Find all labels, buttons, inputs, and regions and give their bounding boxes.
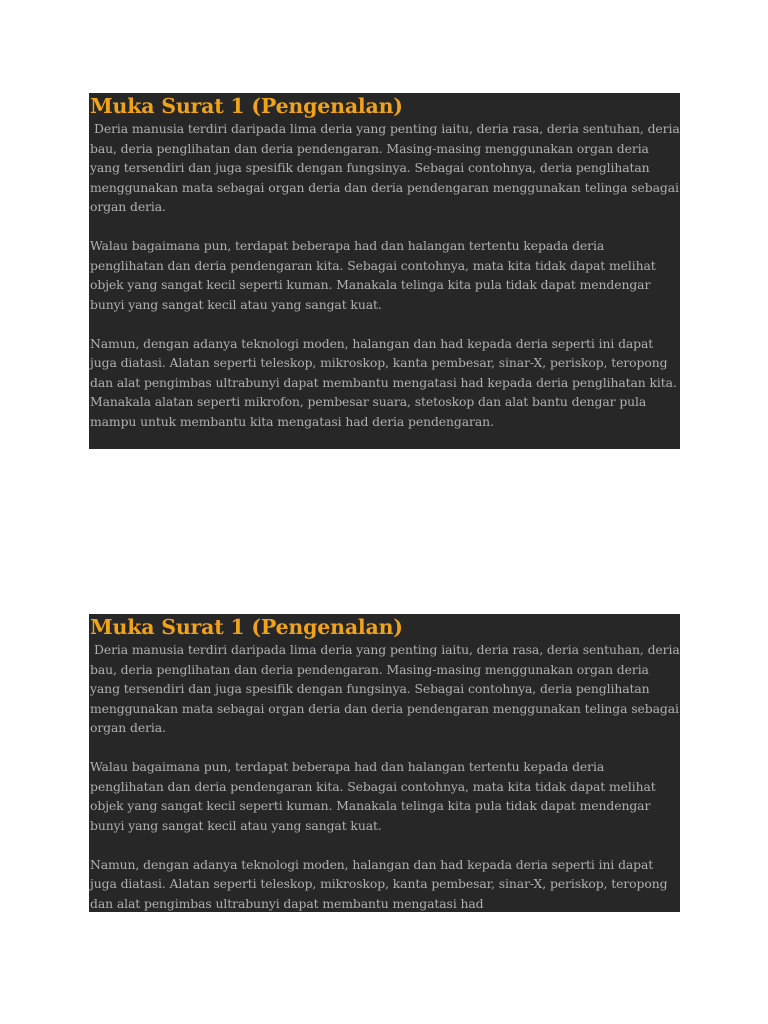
paragraph-limits: Walau bagaimana pun, terdapat beberapa had dan halangan tertentu kepada deria penglihatan dan deria pendengaran kita. Sebagai contohnya, mata kita tidak dapat melihat objek yang sangat kecil seperti kuman. Manakala telinga kita pula tidak dapat mendengar bunyi yang sangat kecil atau yang sangat kuat. (90, 759, 656, 833)
paragraph-technology: Namun, dengan adanya teknologi moden, halangan dan had kepada deria seperti ini dapat juga diatasi. Alatan seperti teleskop, mikroskop, kanta pembesar, sinar-X, periskop, teropong dan alat pengimbas ultrabunyi dapat membantu mengatasi had (90, 856, 668, 911)
paragraph-intro: Deria manusia terdiri daripada lima deria yang penting iaitu, deria rasa, deria sentuhan, deria bau, deria penglihatan dan deria pendengaran. Masing-masing menggunakan organ deria yang tersendiri dan juga spesifik dengan fungsinya. Sebagai contohnya, deria penglihatan menggunakan mata sebagai organ deria dan deria pendengaran menggunakan telinga sebagai organ deria. (90, 121, 680, 214)
panel-title: Muka Surat 1 (Pengenalan) (90, 615, 403, 639)
content-panel-2 (89, 614, 680, 912)
paragraph-intro: Deria manusia terdiri daripada lima deria yang penting iaitu, deria rasa, deria sentuhan, deria bau, deria penglihatan dan deria pendengaran. Masing-masing menggunakan organ deria yang tersendiri dan juga spesifik dengan fungsinya. Sebagai contohnya, deria penglihatan menggunakan mata sebagai organ deria dan deria pendengaran menggunakan telinga sebagai organ deria. (90, 642, 680, 735)
paragraph-limits: Walau bagaimana pun, terdapat beberapa had dan halangan tertentu kepada deria penglihatan dan deria pendengaran kita. Sebagai contohnya, mata kita tidak dapat melihat objek yang sangat kecil seperti kuman. Manakala telinga kita pula tidak dapat mendengar bunyi yang sangat kecil atau yang sangat kuat. (90, 238, 656, 312)
content-panel-1 (89, 93, 680, 449)
panel-title: Muka Surat 1 (Pengenalan) (90, 94, 403, 118)
paragraph-technology: Namun, dengan adanya teknologi moden, halangan dan had kepada deria seperti ini dapat juga diatasi. Alatan seperti teleskop, mikroskop, kanta pembesar, sinar-X, periskop, teropong dan alat pengimbas ultrabunyi dapat membantu mengatasi had kepada deria penglihatan kita. Manakala alatan seperti mikrofon, pembesar suara, stetoskop dan alat bantu dengar pula mampu untuk membantu kita mengatasi had deria pendengaran. (90, 335, 677, 429)
